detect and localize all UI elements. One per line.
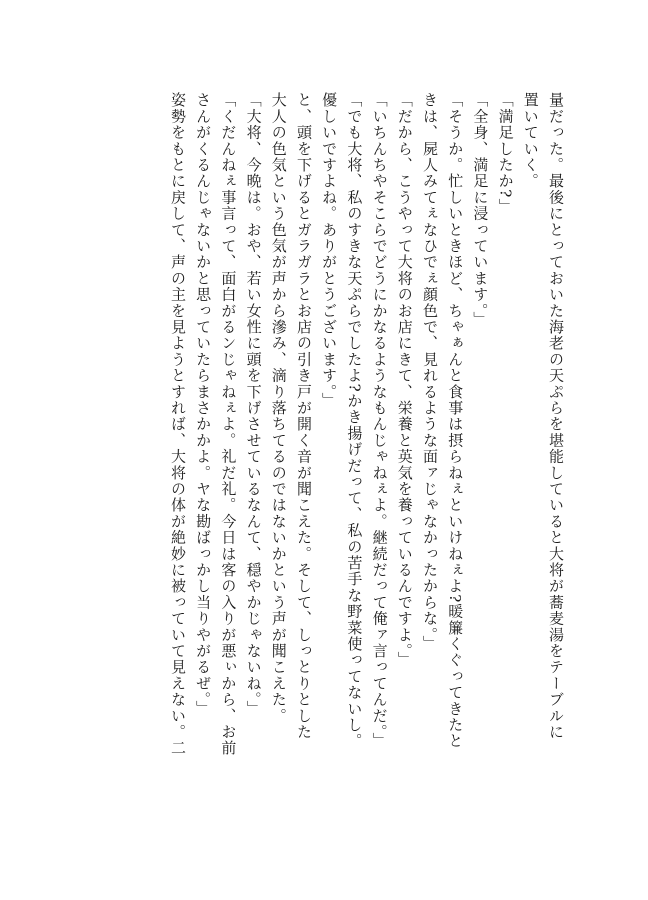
text-line: 量だった。最後にとっておいた海老の天ぷらを堪能していると大将が蕎麦湯をテーブルに: [547, 92, 565, 740]
text-line: 「いちんちやそこらでどうにかなるようなもんじゃねぇよ。継続だって俺ァ言ってんだ。」: [370, 92, 389, 749]
text-line: さんがくるんじゃないかと思っていたらまさかかよ。ヤな勘ばっかし当りやがるぜ。」: [194, 92, 213, 717]
text-line: 「満足したか?」: [496, 92, 515, 215]
text-line: 大人の色気という色気が声から滲み、滴り落ちてるのではないかという声が聞こえた。: [269, 92, 288, 724]
text-line: 「くだんねぇ事言って、面白がるンじゃねぇよ。礼だ礼。今日は客の入りが悪ぃから、お前: [219, 92, 238, 757]
text-line: 優しいですよね。ありがとうございます。」: [320, 92, 339, 409]
text-line: 置いていく。: [521, 92, 540, 190]
text-line: 姿勢をもとに戻して、声の主を見ようとすれば、大将の体が絶妙に被っていて見えない。二: [168, 92, 187, 757]
text-line: 「だから、こうやって大将のお店にきて、栄養と英気を養っているんですよ。」: [395, 92, 414, 668]
text-line: 「でも大将、私のすきな天ぷらでしたよ?かき揚げだって、私の苦手な野菜使ってないし。: [345, 92, 364, 750]
text-line: 「大将、今晩は。おや、若い女性に頭を下げさせているなんて、穏やかじゃないね。」: [244, 92, 263, 717]
vertical-text-block: [68, 92, 568, 807]
text-line: 「そうか。忙しいときほど、ちゃぁんと食事は摂らねぇといけねぇよ?暖簾くぐってきたと: [446, 92, 465, 750]
text-line: きは、屍人みてぇなひでぇ顔色で、見れるような面ァじゃなかったからな。」: [420, 92, 439, 652]
text-line: 「全身、満足に浸っています。」: [471, 92, 490, 328]
text-line: と、頭を下げるとガラガラとお店の引き戸が開く音が聞こえた。そして、しっとりとした: [294, 92, 313, 740]
